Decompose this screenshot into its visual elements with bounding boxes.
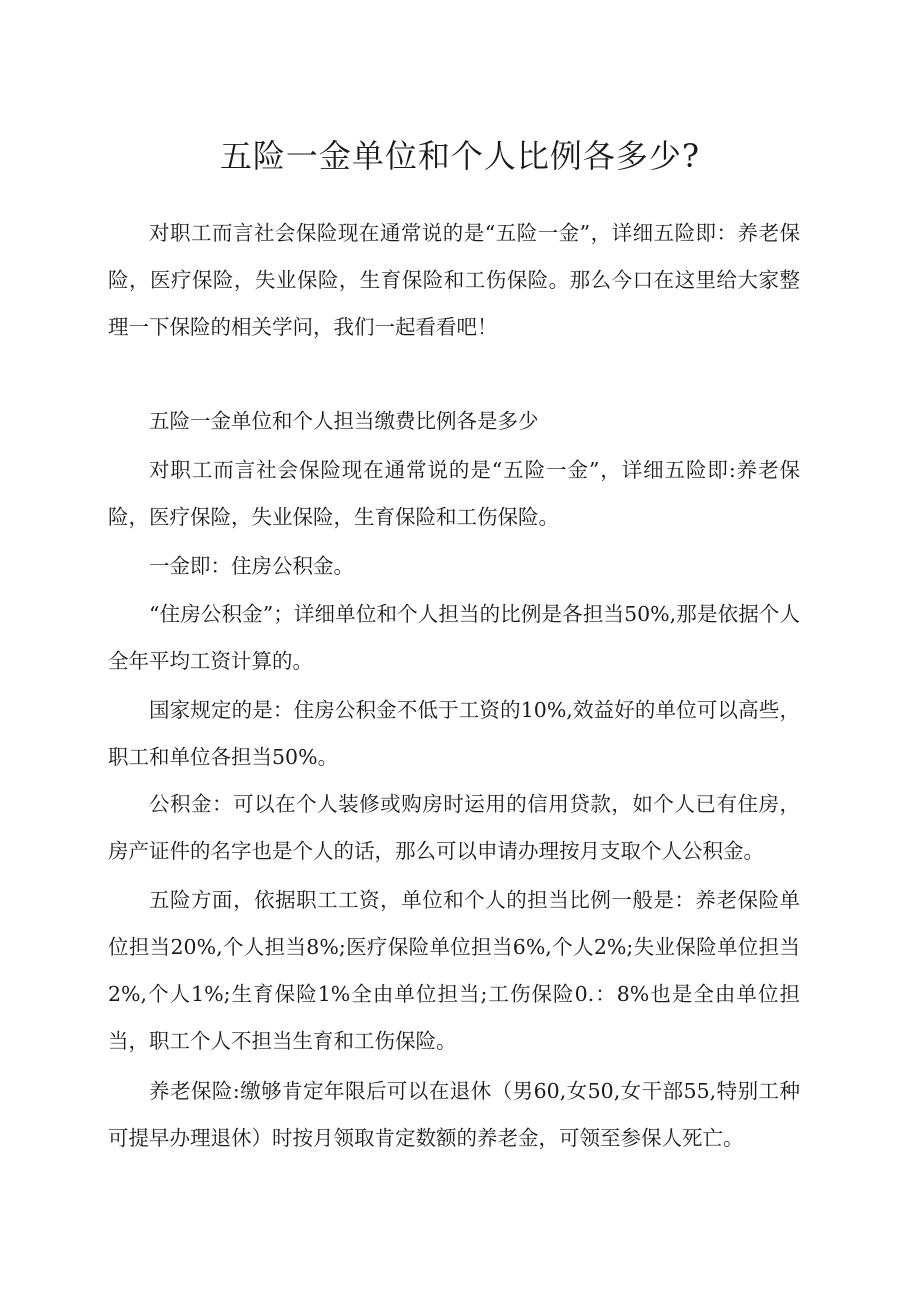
pension-paragraph: 养老保险:缴够肯定年限后可以在退休（男60,女50,女干部55,特别工种可提早办理退休）时按月领取肯定数额的养老金，可领至参保人死亡。 xyxy=(108,1079,800,1150)
one-fund-paragraph: 一金即：住房公积金。 xyxy=(149,554,354,578)
five-insurances-paragraph: 对职工而言社会保险现在通常说的是“五险一金”，详细五险即:养老保险，医疗保险，失业保险，生育保险和工伤保险。 xyxy=(108,458,800,529)
document-title: 五险一金单位和个人比例各多少? xyxy=(219,137,701,175)
provident-fund-usage-paragraph: 公积金：可以在个人装修或购房时运用的信用贷款，如个人已有住房，房产证件的名字也是个人的话，那么可以申请办理按月支取个人公积金。 xyxy=(108,792,800,863)
housing-fund-ratio-paragraph: “住房公积金”；详细单位和个人担当的比例是各担当50%,那是依据个人全年平均工资计算的。 xyxy=(108,602,800,673)
insurance-ratios-paragraph: 五险方面，依据职工工资，单位和个人的担当比例一般是：养老保险单位担当20%,个人担当8%;医疗保险单位担当6%,个人2%;失业保险单位担当2%,个人1%;生育保险1%全由单位担当;工伤保险0.：8%也是全由单位担当，职工个人不担当生育和工伤保险。 xyxy=(108,888,800,1053)
national-regulation-paragraph: 国家规定的是：住房公积金不低于工资的10%,效益好的单位可以高些，职工和单位各担当50%。 xyxy=(108,698,800,769)
intro-paragraph: 对职工而言社会保险现在通常说的是“五险一金”，详细五险即：养老保险，医疗保险，失业保险，生育保险和工伤保险。那么今口在这里给大家整理一下保险的相关学问，我们一起看看吧！ xyxy=(108,221,800,339)
section-heading: 五险一金单位和个人担当缴费比例各是多少 xyxy=(149,409,539,433)
